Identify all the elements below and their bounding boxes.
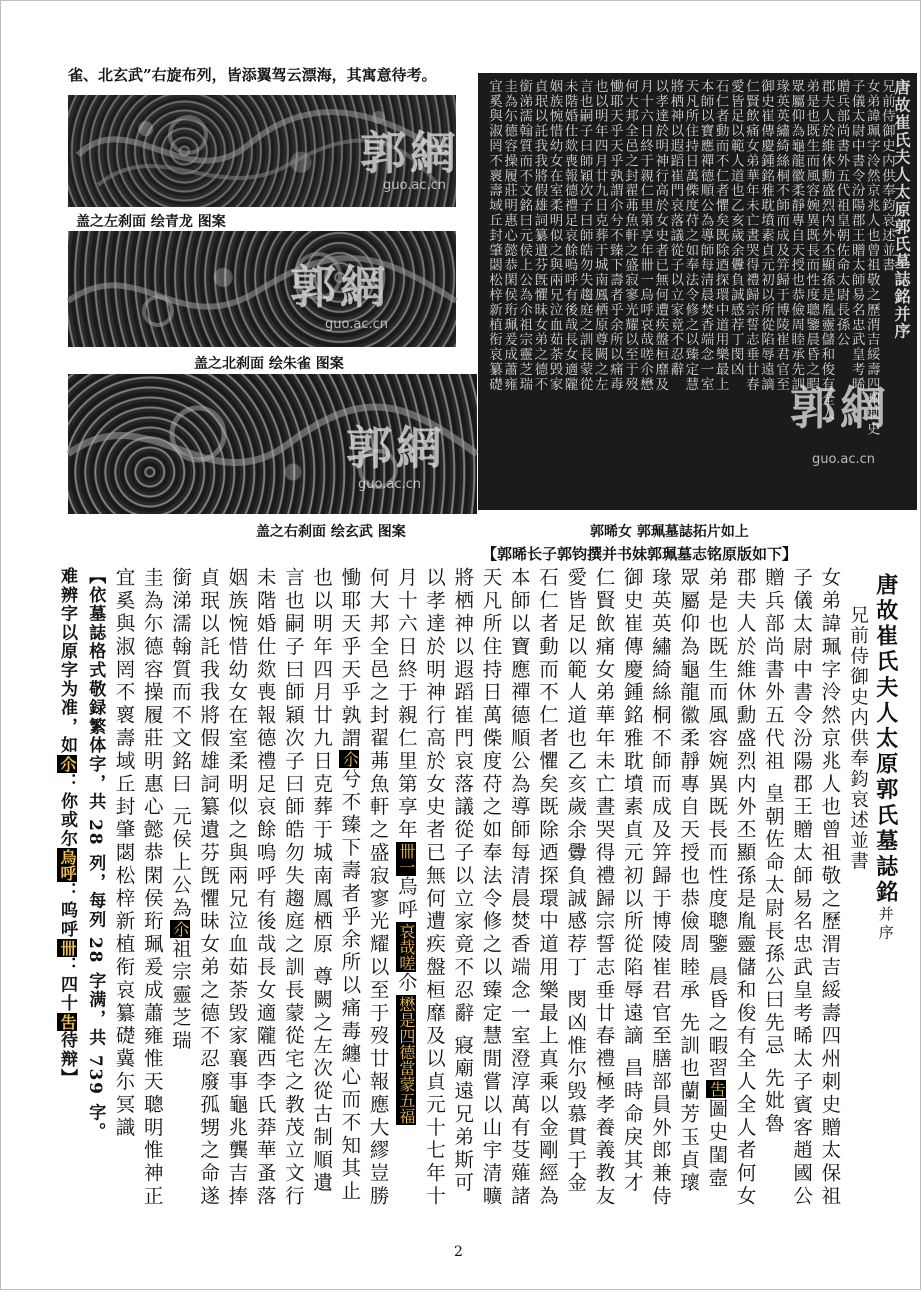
column-text: 尒 [394,971,418,995]
epitaph-column [450,567,474,1195]
epitaph-column [337,567,361,1203]
watermark-logo: 郭網 [790,381,890,435]
epitaph-column [479,567,503,1208]
column-text: 石仁者動而不仁者懼矣既除迺探環中道用樂最上真乘以金剛經為 [535,567,559,1209]
stele-column: 言也嗣子曰師穎次子曰師皓勿失趨庭之訓長蒙從 [576,79,593,392]
column-text: 圖史閨壼 [705,1098,729,1191]
variant-character: 尒 [340,751,360,768]
stele-column: 宜奚與淑罔不褱壽域丘封肇閟松梓新植衔哀纂礎 [486,79,502,392]
stele-column: 月十六日終于親仁里第享年卌一烏呼哀哉嗟尒懋 [637,79,654,392]
column-text: 言也嗣子曰師穎次子曰師皓勿失趨庭之訓長蒙從宅之教茂立文行 [281,567,305,1209]
epitaph-column [309,567,333,1195]
epitaph-column [507,567,531,1208]
image-caption-vermilion-bird: 盖之北刹面 绘朱雀 图案 [194,356,344,372]
stele-column: 慟耶天乎天乎孰謂尒兮不臻下壽者乎余所以痛毒 [606,79,623,392]
variant-character: 烏呼 [58,849,77,882]
stele-column: 眾屬仰為龜龍徽柔靜專自天授也恭儉周睦承先訓 [788,79,805,392]
stele-caption: 郭晞女 郭珮墓誌拓片如上 [590,524,749,540]
epitaph-column [422,567,446,1208]
epitaph-column [648,567,672,1208]
column-text: 未階婚仕欻喪報德禮足哀餘嗚呼有後哉長女適隴西李氏莽華蚤落 [253,567,277,1209]
epitaph-column [168,567,192,1053]
epitaph-column [704,567,728,1190]
variant-character: 尒 [170,921,190,938]
column-text: 本師以寶應禪德順公為導師每清晨焚香端念一室澄淳萬有芟薙諸 [507,567,531,1209]
variant-character: 卌 [58,939,77,956]
epitaph-column [761,567,785,1136]
column-text: 貞珉以託我我將假雄詞纂遺芬旣懼昧女弟之德不忍廢孤甥之命遂 [197,567,221,1209]
column-text: 仁賢飲痛女弟華年未亡晝哭得禮歸宗誓志垂廿春禮極孝養義教友 [592,567,616,1209]
column-text: 將栖神以遐蹈崔門哀落議從子以立家竟不忍辭 寢廟遠兄弟斯可 [451,567,475,1195]
rubbing-image-black-tortoise [68,374,477,514]
rubbing-image-green-dragon [68,95,460,207]
column-text: 兮不臻下壽者乎余所以痛毒纏心而不知其止 [338,768,362,1204]
column-text: 宜奚與淑罔不褱壽域丘封肇閟松梓新植衔哀纂礎冀尓冥識 [112,567,136,1140]
stele-column: 瑑英英繡綺絲桐不師而成及笄歸于博陵崔君官至 [773,79,790,392]
column-text: 女弟諱珮字泠然京兆人也曾祖敬之歷渭吉綏壽四州刺史贈太保祖 [818,567,842,1209]
epitaph-title-text: 唐故崔氏夫人太原郭氏墓誌銘 [872,573,899,906]
epitaph-title [874,573,898,943]
column-text: 愛皆足以範人道也乙亥歲余釁負誠感荐丁 閔凶惟尔毁慕貫于金 [564,567,588,1195]
stele-column: 未階婚仕欻喪報德禮足哀餘嗚呼有後哉長女適隴 [561,79,578,392]
column-text: 瑑英英繡綺絲桐不師而成及笄歸于博陵崔君官至膳部員外郎兼侍 [648,567,672,1209]
stele-column: 女弟諱珮字泠然京兆人也曾祖敬之歷渭吉綏壽四州刺史 [863,79,880,437]
column-text: 眾屬仰為龜龍徽柔靜專自天授也恭儉周睦承 先訓也蘭芳玉貞瓌 [677,567,701,1195]
column-text: ：四十 [57,956,77,1014]
stele-column: 天凡所住持日萬偨度苻之如奉法令修之以臻定慧 [682,79,699,392]
column-text: ：呜呼 [57,882,77,939]
variant-character: 吿 [707,1081,727,1098]
column-text: 郡夫人於維休勳盛烈内外丕顯孫是胤靈儲和俊有全人全人者何女 [733,567,757,1209]
watermark-logo: 郭網 [360,126,460,180]
column-text: 弟是也既生而風容婉異既長而性度聰鑒 晨昏之暇習 [705,567,729,1081]
stele-column: 姻族惋惜幼女在室柔明似之與兩兄泣血茹荼毁家 [546,79,563,392]
epitaph-column [253,567,277,1208]
watermark-logo: 郭網 [346,421,446,475]
column-text: 圭為尓德容操履莊明惠心懿恭閑侯珩珮爰成蕭雍惟天聰明惟神正 [140,567,164,1209]
page-number: 2 [454,1244,463,1260]
stele-rubbing-photo [478,73,917,510]
epitaph-transcription [55,567,898,1217]
stele-column: 愛皆足以範人道也乙亥歲余釁負誠感荐丁閔凶 [727,79,744,377]
stele-column: 贈兵部尚書外五代祖皇朝佐命太尉長孫公 [833,79,850,348]
epitaph-column [563,567,587,1195]
cloud-pattern-icon [68,231,456,347]
column-text: 以孝達於明神行高於女史者已無何遭疾盤桓靡及以貞元十七年十 [423,567,447,1209]
epitaph-author: 兄前侍御史内供奉鈞哀述並書 [847,605,869,872]
stele-column: 以孝達於明神行高於女史者已無何遭疾盤桓靡及 [652,79,669,392]
column-text: 贈兵部尚書外五代祖 皇朝佐命太尉長孫公曰先忌 先妣魯 [761,567,785,1136]
stele-column: 本師以寶應禪德順公為導師每清晨焚香端念一室 [697,79,714,392]
epitaph-column [676,567,700,1195]
variant-character: 吿 [58,1014,77,1031]
watermark-url: guo.ac.cn [325,317,388,332]
rubbing-image-vermilion-bird [68,231,456,347]
column-text: 子儀太尉中書令汾陽郡王贈太師易名忠武皇考晞太子賓客趙國公 [790,567,814,1209]
column-text: ：你或尔 [57,773,77,849]
epitaph-column [591,567,615,1208]
column-text: 月十六日終于親仁里第享年 [394,567,418,842]
column-text: 也以明年四月廿九日克葬于城南鳳栖原 尊闕之左次從古制順遺 [310,567,334,1195]
epitaph-column [733,567,757,1208]
epitaph-column [111,567,135,1140]
epitaph-title-suffix: 并序 [876,905,895,944]
column-text: 天凡所住持日萬偨度苻之如奉法令修之以臻定慧閒嘗以山宇清曠 [479,567,503,1209]
epitaph-column [789,567,813,1208]
stele-column: 將栖神以遐蹈崔門哀落議從子以立家竟不忍辭 [667,79,684,377]
variant-character: 懋是四德當蒙五福 [396,995,416,1124]
stele-column: 郡夫人於維休勳盛烈内外丕顯孫是胤靈儲和俊有全人 [818,79,835,422]
epitaph-column [366,567,390,1208]
column-text: 姻族惋惜幼女在室柔明似之與兩兄泣血茹荼毁家襄事龜兆龔吉捧 [225,567,249,1209]
stele-column: 圭為尓德容操履莊明惠心懿恭閑侯珩珮爰成蕭雍 [501,79,518,392]
epitaph-column [817,567,841,1208]
stele-column: 石仁者動而不仁者懼矣既除迺探環中道用樂最上 [712,79,729,392]
stele-column: 子儀太尉中書令汾陽郡王贈太師易名忠武皇考晞 [848,79,865,392]
stele-column: 弟是也既生而風容婉異既長而性度聰鑒晨昏之暇 [803,79,820,392]
stele-column: 何大邦全邑之封翟茀魚軒之盛寂寥光耀以至于歿 [621,79,638,392]
stele-column: 兄前侍御史内供奉鈞哀述並書 [878,79,895,273]
variant-character: 尒 [58,756,77,772]
epitaph-column [281,567,305,1208]
column-text: 【依墓誌格式敬録繁体字，共 28 列，每列 28 字满，共 739 字。 [85,567,106,1142]
column-text: 何大邦全邑之封翟茀魚軒之盛寂寥光耀以至于歿廿報應大繆豈勝 [366,567,390,1209]
epitaph-column [140,567,164,1208]
image-caption-green-dragon: 盖之左刹面 绘青龙 图案 [76,214,226,230]
epitaph-column [620,567,644,1195]
epitaph-column [224,567,248,1208]
column-text: 慟耶天乎天乎孰謂 [338,567,362,751]
epitaph-column [394,567,418,1125]
watermark-url: guo.ac.cn [812,452,875,467]
stele-column: 仁賢飲痛女弟華年未亡晝哭得禮歸宗誓志垂廿春 [742,79,759,392]
epitaph-column [196,567,220,1208]
watermark-url: guo.ac.cn [383,178,446,193]
stele-column: 也以明年四月廿九日克葬于城南鳳栖原尊闕之左 [591,79,608,392]
watermark-logo: 郭網 [290,260,390,314]
column-text: 銜涕濡翰質而不文銘曰 元侯上公為 [168,567,192,921]
transcription-note [55,567,79,1087]
transcription-note [83,567,107,1141]
stele-column: 唐故崔氏夫人太原郭氏墓誌銘并序 [891,79,911,340]
stele-column: 貞珉以託我我將假雄詞纂遺芬旣懼昧女弟之德不 [531,79,548,392]
stele-column: 銜涕濡翰質而不文銘曰元侯上公為尒祖宗靈芝瑞 [516,79,533,392]
variant-character: 哀哉嗟 [396,922,416,971]
column-text: 御史崔傳慶鍾銘雅耽墳素貞元初以所從陷辱遠謫 昌時命戾其才 [620,567,644,1195]
variant-character: 卌一 [396,842,416,875]
column-text: 待辩】 [57,1031,77,1088]
top-caption: 雀、北玄武”右旋布列，皆添翼驾云漂海，其寓意待考。 [68,66,437,84]
reprint-heading: 【郭晞长子郭钧撰并书妹郭珮墓志铭原版如下】 [482,545,798,563]
stele-column: 御史崔傳慶鍾銘雅耽墳素貞元初以所從陷辱遠謫 [757,79,774,392]
epitaph-column [535,567,559,1208]
image-caption-black-tortoise: 盖之右刹面 绘玄武 图案 [256,524,406,540]
column-text: 难辨字以原字为准，如 [57,567,77,755]
column-text: 烏呼 [394,875,418,922]
watermark-url: guo.ac.cn [358,477,421,492]
column-text: 祖宗靈芝瑞 [168,938,192,1053]
